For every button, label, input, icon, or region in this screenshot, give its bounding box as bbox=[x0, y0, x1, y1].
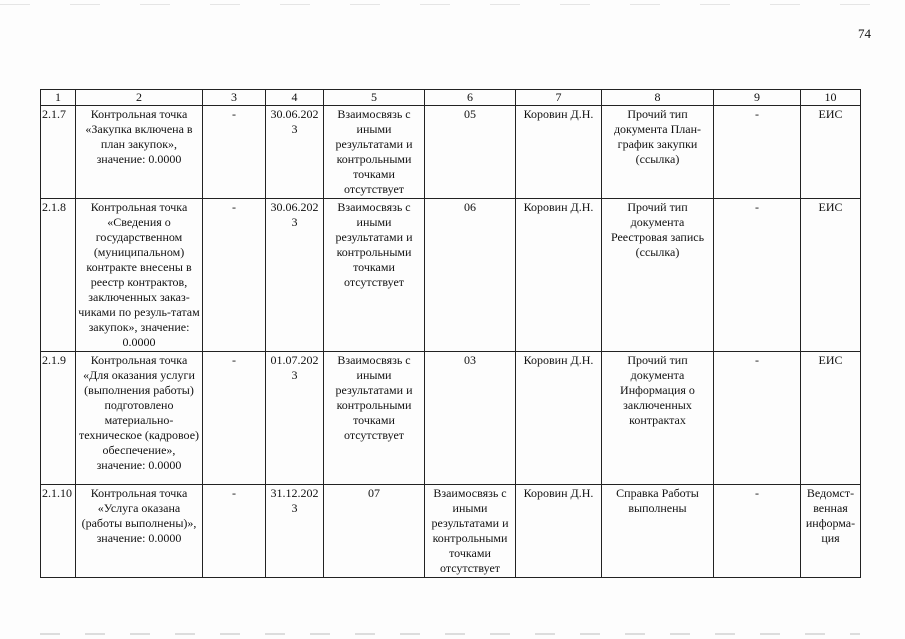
header-cell: 4 bbox=[266, 90, 324, 106]
header-cell: 5 bbox=[324, 90, 425, 106]
cell-col-5: Взаимосвязь с иными результатами и контрольными точками отсутствует bbox=[324, 352, 425, 485]
cell-col-5: Взаимосвязь с иными результатами и контрольными точками отсутствует bbox=[324, 106, 425, 199]
cell-col-9: - bbox=[714, 106, 801, 199]
header-cell: 2 bbox=[76, 90, 203, 106]
row-number: 2.1.10 bbox=[41, 485, 76, 578]
responsible-cell: Коровин Д.Н. bbox=[516, 106, 602, 199]
header-cell: 9 bbox=[714, 90, 801, 106]
date-cell: 01.07.2023 bbox=[266, 352, 324, 485]
cell-col-6: Взаимосвязь с иными результатами и контрольными точками отсутствует bbox=[425, 485, 516, 578]
document-type-cell: Справка Работы выполнены bbox=[602, 485, 714, 578]
table-row bbox=[41, 199, 861, 352]
table-row bbox=[41, 352, 861, 485]
info-system-cell: ЕИС bbox=[801, 352, 861, 485]
date-cell: 30.06.2023 bbox=[266, 106, 324, 199]
scan-artifact-top bbox=[0, 4, 905, 5]
table-row bbox=[41, 485, 861, 578]
header-cell: 1 bbox=[41, 90, 76, 106]
date-cell: 30.06.2023 bbox=[266, 199, 324, 352]
control-points-table bbox=[40, 89, 861, 578]
responsible-cell: Коровин Д.Н. bbox=[516, 352, 602, 485]
row-number: 2.1.8 bbox=[41, 199, 76, 352]
header-cell: 3 bbox=[203, 90, 266, 106]
page-number: 74 bbox=[858, 26, 871, 41]
cell-col-3: - bbox=[203, 352, 266, 485]
cell-col-6: 05 bbox=[425, 106, 516, 199]
table-header-row bbox=[41, 90, 861, 106]
control-point-cell: Контрольная точка «Закупка включена в план закупок», значение: 0.0000 bbox=[76, 106, 203, 199]
cell-col-9: - bbox=[714, 199, 801, 352]
cell-col-3: - bbox=[203, 199, 266, 352]
info-system-cell: ЕИС bbox=[801, 106, 861, 199]
control-point-cell: Контрольная точка «Сведения о государственном (муниципальном) контракте внесены в реестр контрактов, заключенных заказ-чиками по резуль-татам закупок», значение: 0.0000 bbox=[76, 199, 203, 352]
row-number: 2.1.9 bbox=[41, 352, 76, 485]
cell-col-5: 07 bbox=[324, 485, 425, 578]
date-cell: 31.12.2023 bbox=[266, 485, 324, 578]
header-cell: 10 bbox=[801, 90, 861, 106]
cell-col-3: - bbox=[203, 106, 266, 199]
cell-col-6: 03 bbox=[425, 352, 516, 485]
cell-col-6: 06 bbox=[425, 199, 516, 352]
control-point-cell: Контрольная точка «Для оказания услуги (выполнения работы) подготовлено материально-техническое (кадровое) обеспечение», значение: 0.0000 bbox=[76, 352, 203, 485]
document-type-cell: Прочий тип документа Информация о заключенных контрактах bbox=[602, 352, 714, 485]
info-system-cell: ЕИС bbox=[801, 199, 861, 352]
responsible-cell: Коровин Д.Н. bbox=[516, 199, 602, 352]
cell-col-5: Взаимосвязь с иными результатами и контрольными точками отсутствует bbox=[324, 199, 425, 352]
scan-artifact-bottom bbox=[40, 633, 860, 635]
row-number: 2.1.7 bbox=[41, 106, 76, 199]
responsible-cell: Коровин Д.Н. bbox=[516, 485, 602, 578]
header-cell: 7 bbox=[516, 90, 602, 106]
table-row bbox=[41, 106, 861, 199]
control-point-cell: Контрольная точка «Услуга оказана (работы выполнены)», значение: 0.0000 bbox=[76, 485, 203, 578]
header-cell: 6 bbox=[425, 90, 516, 106]
document-type-cell: Прочий тип документа План-график закупки (ссылка) bbox=[602, 106, 714, 199]
info-system-cell: Ведомст-венная информа-ция bbox=[801, 485, 861, 578]
document-type-cell: Прочий тип документа Реестровая запись (ссылка) bbox=[602, 199, 714, 352]
cell-col-9: - bbox=[714, 352, 801, 485]
header-cell: 8 bbox=[602, 90, 714, 106]
cell-col-9: - bbox=[714, 485, 801, 578]
cell-col-3: - bbox=[203, 485, 266, 578]
